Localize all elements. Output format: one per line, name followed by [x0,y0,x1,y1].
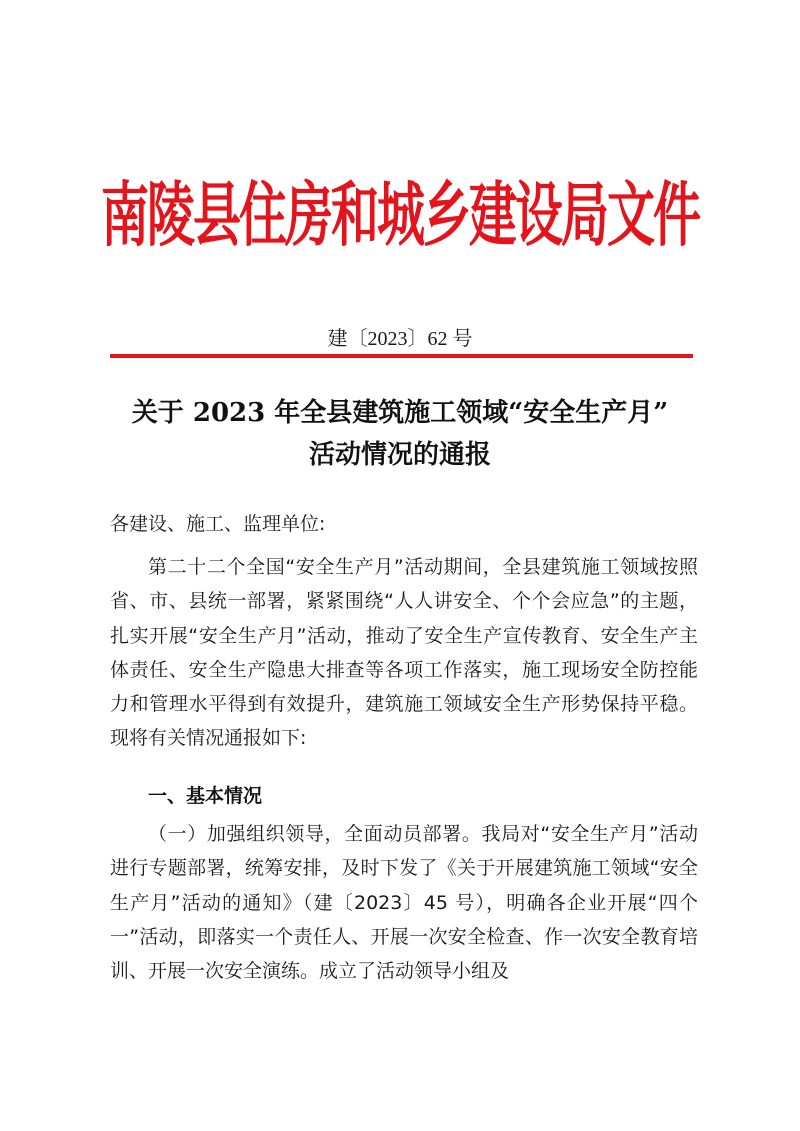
agency-header-title: 南陵县住房和城乡建设局文件 [100,175,699,257]
section-heading-basic-situation: 一、基本情况 [148,785,263,807]
body-paragraph-1: 第二十二个全国“安全生产月”活动期间，全县建筑施工领域按照省、市、县统一部署，紧紧围绕“人人讲安全、个个会应急”的主题，扎实开展“安全生产月”活动，推动了安全生产宣传教育、安全生产主体责任、安全生产隐患大排查等各项工作落实，施工现场安全防控能力和管理水平得到有效提升，建筑施工领域安全生产形势保持平稳。现将有关情况通报如下: [110,556,698,750]
body-paragraph-2: （一）加强组织领导，全面动员部署。我局对“安全生产月”活动进行专题部署，统筹安排，及时下发了《关于开展建筑施工领域“安全生产月”活动的通知》（建〔2023〕45 号），明确各企业开展“四个一”活动，即落实一个责任人、开展一次安全检查、作一次安全教育培训、开展一次安全演练。成立了活动领导小组及 [110,823,698,983]
document-title-line-1: 关于 2023 年全县建筑施工领域“安全生产月” [131,398,669,428]
document-title-line-2: 活动情况的通报 [308,440,491,470]
document-title [90,392,710,476]
document-number: 建〔2023〕62 号 [327,328,473,350]
addressee-line: 各建设、施工、监理单位: [110,513,326,535]
red-divider-line [110,354,693,358]
